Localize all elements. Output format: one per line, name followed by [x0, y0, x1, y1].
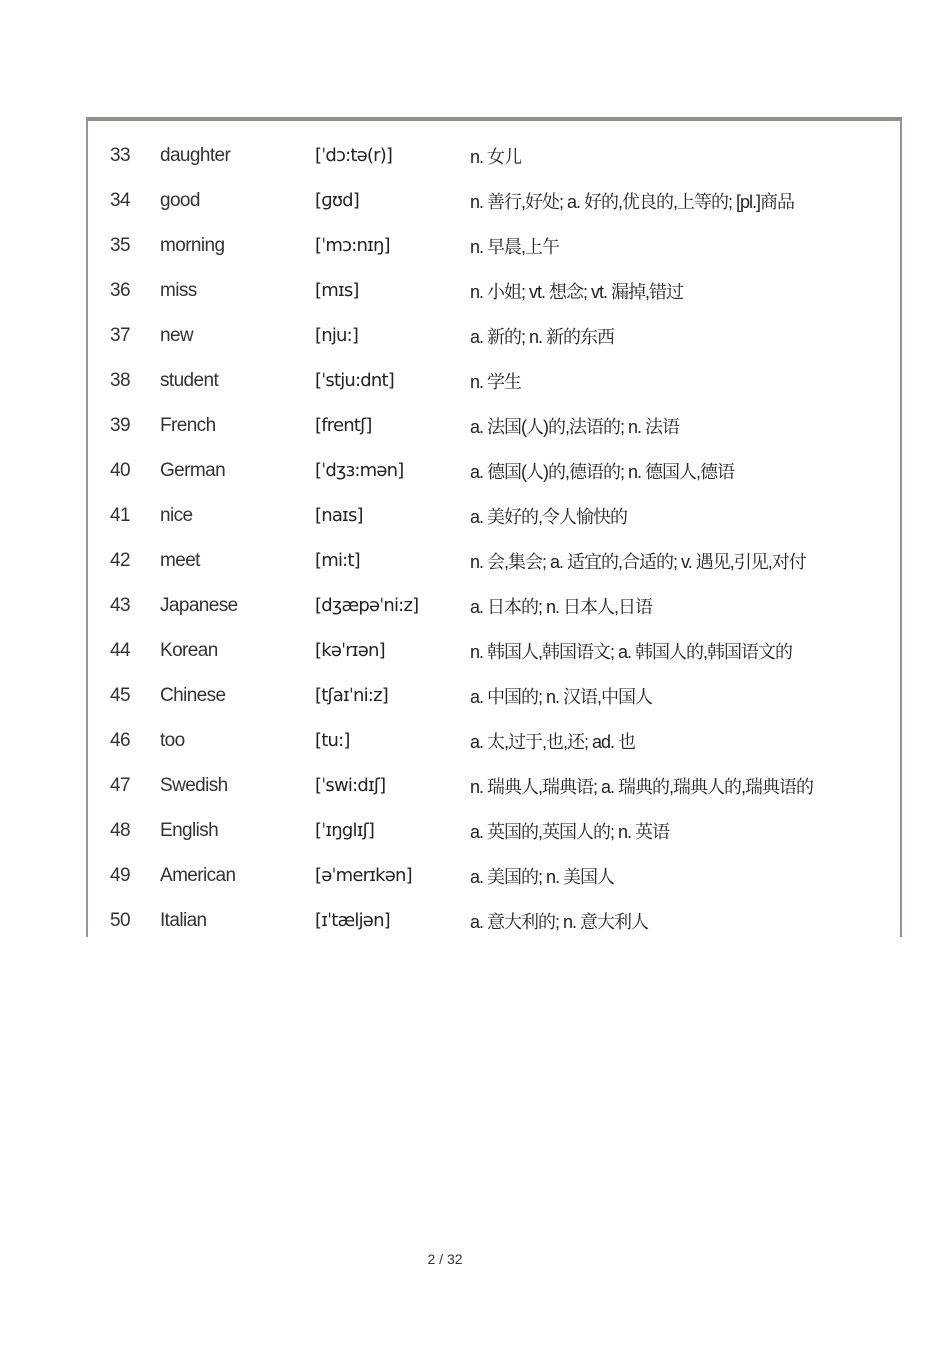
- entry-phonetic: [mi:t]: [315, 550, 360, 571]
- entry-phonetic: [ˈɪŋglɪʃ]: [315, 820, 375, 841]
- entry-number: 50: [110, 909, 130, 931]
- table-row: [88, 808, 900, 853]
- entry-phonetic: [tʃaɪˈni:z]: [315, 685, 388, 706]
- entry-phonetic: [naɪs]: [315, 505, 363, 526]
- entry-definition: n. 韩国人,韩国语文; a. 韩国人的,韩国语文的: [470, 641, 793, 662]
- table-row: [88, 898, 900, 943]
- entry-phonetic: [əˈmerɪkən]: [315, 865, 412, 886]
- entry-phonetic: [ˈdʒɜ:mən]: [315, 460, 404, 481]
- entry-phonetic: [nju:]: [315, 325, 359, 346]
- table-row: [88, 673, 900, 718]
- entry-definition: a. 意大利的; n. 意大利人: [470, 911, 649, 932]
- entry-phonetic: [kəˈrɪən]: [315, 640, 385, 661]
- entry-phonetic: [ɡʊd]: [315, 190, 360, 211]
- entry-word: daughter: [160, 144, 231, 166]
- table-row: [88, 628, 900, 673]
- table-row: [88, 448, 900, 493]
- vocabulary-table: [88, 133, 900, 943]
- entry-definition: a. 新的; n. 新的东西: [470, 326, 615, 347]
- entry-phonetic: [dʒæpəˈni:z]: [315, 595, 419, 616]
- entry-phonetic: [ˈmɔ:nɪŋ]: [315, 235, 390, 256]
- entry-definition: n. 学生: [470, 371, 522, 392]
- entry-number: 39: [110, 414, 130, 436]
- entry-word: American: [160, 864, 236, 886]
- entry-phonetic: [ˈswi:dɪʃ]: [315, 775, 386, 796]
- table-row: [88, 853, 900, 898]
- entry-word: good: [160, 189, 200, 211]
- entry-number: 33: [110, 144, 130, 166]
- entry-number: 40: [110, 459, 130, 481]
- entry-word: miss: [160, 279, 197, 301]
- entry-number: 49: [110, 864, 130, 886]
- vocabulary-table-body: [88, 133, 900, 943]
- entry-word: nice: [160, 504, 193, 526]
- entry-definition: a. 德国(人)的,德语的; n. 德国人,德语: [470, 461, 735, 482]
- entry-phonetic: [ˈdɔ:tə(r)]: [315, 145, 393, 166]
- entry-number: 38: [110, 369, 130, 391]
- entry-number: 46: [110, 729, 130, 751]
- entry-phonetic: [ˈstju:dnt]: [315, 370, 394, 391]
- entry-word: morning: [160, 234, 225, 256]
- entry-number: 37: [110, 324, 130, 346]
- entry-word: Swedish: [160, 774, 228, 796]
- entry-definition: n. 会,集会; a. 适宜的,合适的; v. 遇见,引见,对付: [470, 551, 806, 572]
- entry-phonetic: [mɪs]: [315, 280, 359, 301]
- table-row: [88, 223, 900, 268]
- entry-word: English: [160, 819, 219, 841]
- entry-definition: a. 中国的; n. 汉语,中国人: [470, 686, 653, 707]
- entry-word: Italian: [160, 909, 207, 931]
- entry-number: 41: [110, 504, 130, 526]
- entry-number: 34: [110, 189, 130, 211]
- entry-definition: n. 善行,好处; a. 好的,优良的,上等的; [pl.]商品: [470, 191, 795, 212]
- entry-definition: a. 美好的,令人愉快的: [470, 506, 628, 527]
- entry-definition: n. 小姐; vt. 想念; vt. 漏掉,错过: [470, 281, 684, 302]
- entry-definition: n. 早晨,上午: [470, 236, 560, 257]
- entry-word: Korean: [160, 639, 218, 661]
- entry-definition: a. 美国的; n. 美国人: [470, 866, 615, 887]
- table-row: [88, 583, 900, 628]
- entry-word: Japanese: [160, 594, 238, 616]
- entry-number: 42: [110, 549, 130, 571]
- table-row: [88, 538, 900, 583]
- page-number: 2 / 32: [427, 1251, 463, 1267]
- entry-definition: a. 法国(人)的,法语的; n. 法语: [470, 416, 680, 437]
- table-row: [88, 718, 900, 763]
- entry-number: 44: [110, 639, 130, 661]
- entry-word: meet: [160, 549, 200, 571]
- entry-number: 35: [110, 234, 130, 256]
- entry-definition: a. 日本的; n. 日本人,日语: [470, 596, 653, 617]
- table-row: [88, 358, 900, 403]
- entry-word: student: [160, 369, 219, 391]
- entry-number: 48: [110, 819, 130, 841]
- entry-number: 43: [110, 594, 130, 616]
- table-row: [88, 403, 900, 448]
- entry-phonetic: [frentʃ]: [315, 415, 372, 436]
- entry-definition: n. 女儿: [470, 146, 522, 167]
- entry-definition: a. 英国的,英国人的; n. 英语: [470, 821, 670, 842]
- entry-definition: a. 太,过于,也,还; ad. 也: [470, 731, 636, 752]
- table-row: [88, 178, 900, 223]
- entry-word: German: [160, 459, 226, 481]
- entry-definition: n. 瑞典人,瑞典语; a. 瑞典的,瑞典人的,瑞典语的: [470, 776, 814, 797]
- table-row: [88, 268, 900, 313]
- entry-phonetic: [tu:]: [315, 730, 350, 751]
- table-row: [88, 313, 900, 358]
- table-row: [88, 133, 900, 178]
- entry-number: 36: [110, 279, 130, 301]
- entry-word: new: [160, 324, 194, 346]
- entry-number: 45: [110, 684, 130, 706]
- vocabulary-table-frame: [86, 117, 902, 937]
- entry-word: Chinese: [160, 684, 226, 706]
- entry-number: 47: [110, 774, 130, 796]
- entry-phonetic: [ɪˈtæljən]: [315, 910, 390, 931]
- entry-word: French: [160, 414, 216, 436]
- table-row: [88, 493, 900, 538]
- table-row: [88, 763, 900, 808]
- entry-word: too: [160, 729, 185, 751]
